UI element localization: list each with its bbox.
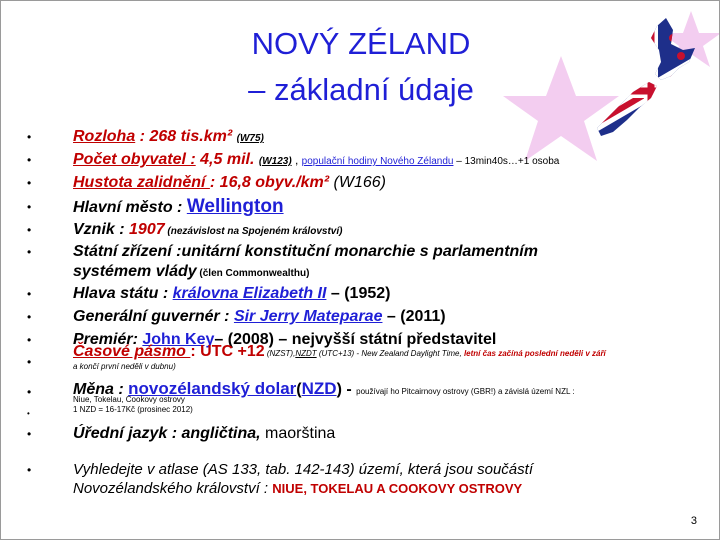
task-territories: NIUE, TOKELAU A COOKOVY OSTROVY bbox=[272, 481, 523, 496]
timezone-value: : UTC +12 bbox=[190, 343, 265, 360]
origin-year: 1907 bbox=[129, 221, 165, 238]
population-row bbox=[73, 150, 559, 172]
bullet: • bbox=[27, 130, 32, 144]
task-line1: Vyhledejte v atlase (AS 133, tab. 142-143) území, která jsou součástí bbox=[73, 461, 533, 478]
bullet: • bbox=[27, 223, 32, 237]
territories-line: Niue, Tokelau, Cookovy ostrovy bbox=[73, 395, 185, 404]
population-clock-link[interactable]: populační hodiny Nového Zélandu bbox=[301, 156, 454, 167]
exchange-rate-line: 1 NZD = 16-17Kč (prosinec 2012) bbox=[73, 405, 193, 414]
language-label: Úřední jazyk : angličtina, bbox=[73, 425, 266, 442]
head-of-state-year: – (1952) bbox=[326, 285, 391, 302]
population-label: Počet obyvatel : bbox=[73, 151, 196, 168]
area-row bbox=[73, 127, 264, 149]
density-value: : 16,8 obyv./km² bbox=[209, 174, 330, 191]
bullet: • bbox=[27, 409, 30, 418]
task-line2-text: Novozélandského království : bbox=[73, 480, 273, 497]
density-ref: (W166) bbox=[329, 174, 386, 191]
separator: : bbox=[135, 128, 150, 145]
area-value: 268 tis.km² bbox=[149, 128, 233, 145]
timezone-note3: letní čas začíná poslední neděli v září bbox=[463, 349, 606, 358]
bullet: • bbox=[27, 287, 32, 301]
government-note: (člen Commonwealthu) bbox=[196, 268, 310, 279]
bullet: • bbox=[27, 333, 32, 347]
bullet: • bbox=[27, 355, 32, 369]
bullet: • bbox=[27, 310, 32, 324]
density-label: Hustota zalidnění bbox=[73, 174, 210, 191]
language-row bbox=[73, 424, 335, 444]
currency-paren-close: ) - bbox=[336, 381, 357, 398]
government-line1: Státní zřízení :unitární konstituční monarchie s parlamentním bbox=[73, 243, 538, 260]
task-row bbox=[73, 460, 533, 498]
currency-code-link[interactable]: NZD bbox=[301, 379, 337, 398]
government-line2: systémem vlády bbox=[73, 263, 197, 280]
new-zealand-map-image bbox=[591, 16, 711, 146]
currency-paren-open: ( bbox=[296, 381, 302, 398]
timezone-note1: (NZST), bbox=[264, 349, 296, 358]
premier-note: – (2008) – nejvyšší státní představitel bbox=[214, 331, 497, 348]
government-row bbox=[73, 242, 538, 284]
governor-label: Generální guvernér : bbox=[73, 308, 234, 325]
population-ref: (W123) bbox=[258, 156, 292, 167]
timezone-label: Časové pásmo bbox=[73, 343, 191, 360]
governor-year: – (2011) bbox=[382, 308, 446, 325]
bullet: • bbox=[27, 427, 32, 441]
head-of-state-row bbox=[73, 284, 390, 304]
timezone-row bbox=[73, 342, 606, 364]
governor-row bbox=[73, 307, 446, 327]
bullet: • bbox=[27, 245, 32, 259]
nzdt-link[interactable]: NZDT bbox=[295, 349, 317, 358]
capital-label: Hlavní město : bbox=[73, 199, 187, 216]
density-row bbox=[73, 173, 386, 193]
page-number: 3 bbox=[690, 515, 697, 527]
bullet: • bbox=[27, 153, 32, 167]
timezone-line2: a končí první neděli v dubnu) bbox=[73, 362, 176, 371]
currency-link[interactable]: novozélandský dolar bbox=[128, 379, 297, 398]
population-clock-note: – 13min40s…+1 osoba bbox=[453, 156, 560, 167]
comma: , bbox=[291, 153, 302, 167]
population-value: 4,5 mil. bbox=[195, 151, 255, 168]
capital-row bbox=[73, 197, 284, 218]
area-label: Rozloha bbox=[73, 128, 136, 145]
head-of-state-link[interactable]: královna Elizabeth II bbox=[172, 285, 327, 302]
slide-title: NOVÝ ZÉLAND bbox=[251, 26, 471, 61]
origin-label: Vznik : bbox=[73, 221, 130, 238]
origin-row bbox=[73, 220, 342, 242]
governor-link[interactable]: Sir Jerry Mateparae bbox=[233, 308, 383, 325]
bullet: • bbox=[27, 200, 32, 214]
premier-label: Premiér: bbox=[73, 331, 143, 348]
bullet: • bbox=[27, 385, 32, 399]
capital-link[interactable]: Wellington bbox=[186, 196, 284, 217]
bullet: • bbox=[27, 463, 32, 477]
slide-subtitle: – základní údaje bbox=[248, 72, 474, 107]
premier-link[interactable]: John Key bbox=[142, 331, 215, 348]
timezone-note2: (UTC+13) - New Zealand Daylight Time, bbox=[316, 349, 464, 358]
bullet: • bbox=[27, 176, 32, 190]
language-secondary: maorština bbox=[265, 425, 336, 442]
currency-note: používají ho Pitcairnovy ostrovy (GBR!) a závislá území NZL : bbox=[356, 387, 575, 396]
currency-label: Měna : bbox=[73, 381, 129, 398]
origin-note: (nezávislost na Spojeném království) bbox=[164, 226, 343, 237]
area-ref: (W75) bbox=[236, 133, 264, 144]
head-of-state-label: Hlava státu : bbox=[73, 285, 173, 302]
